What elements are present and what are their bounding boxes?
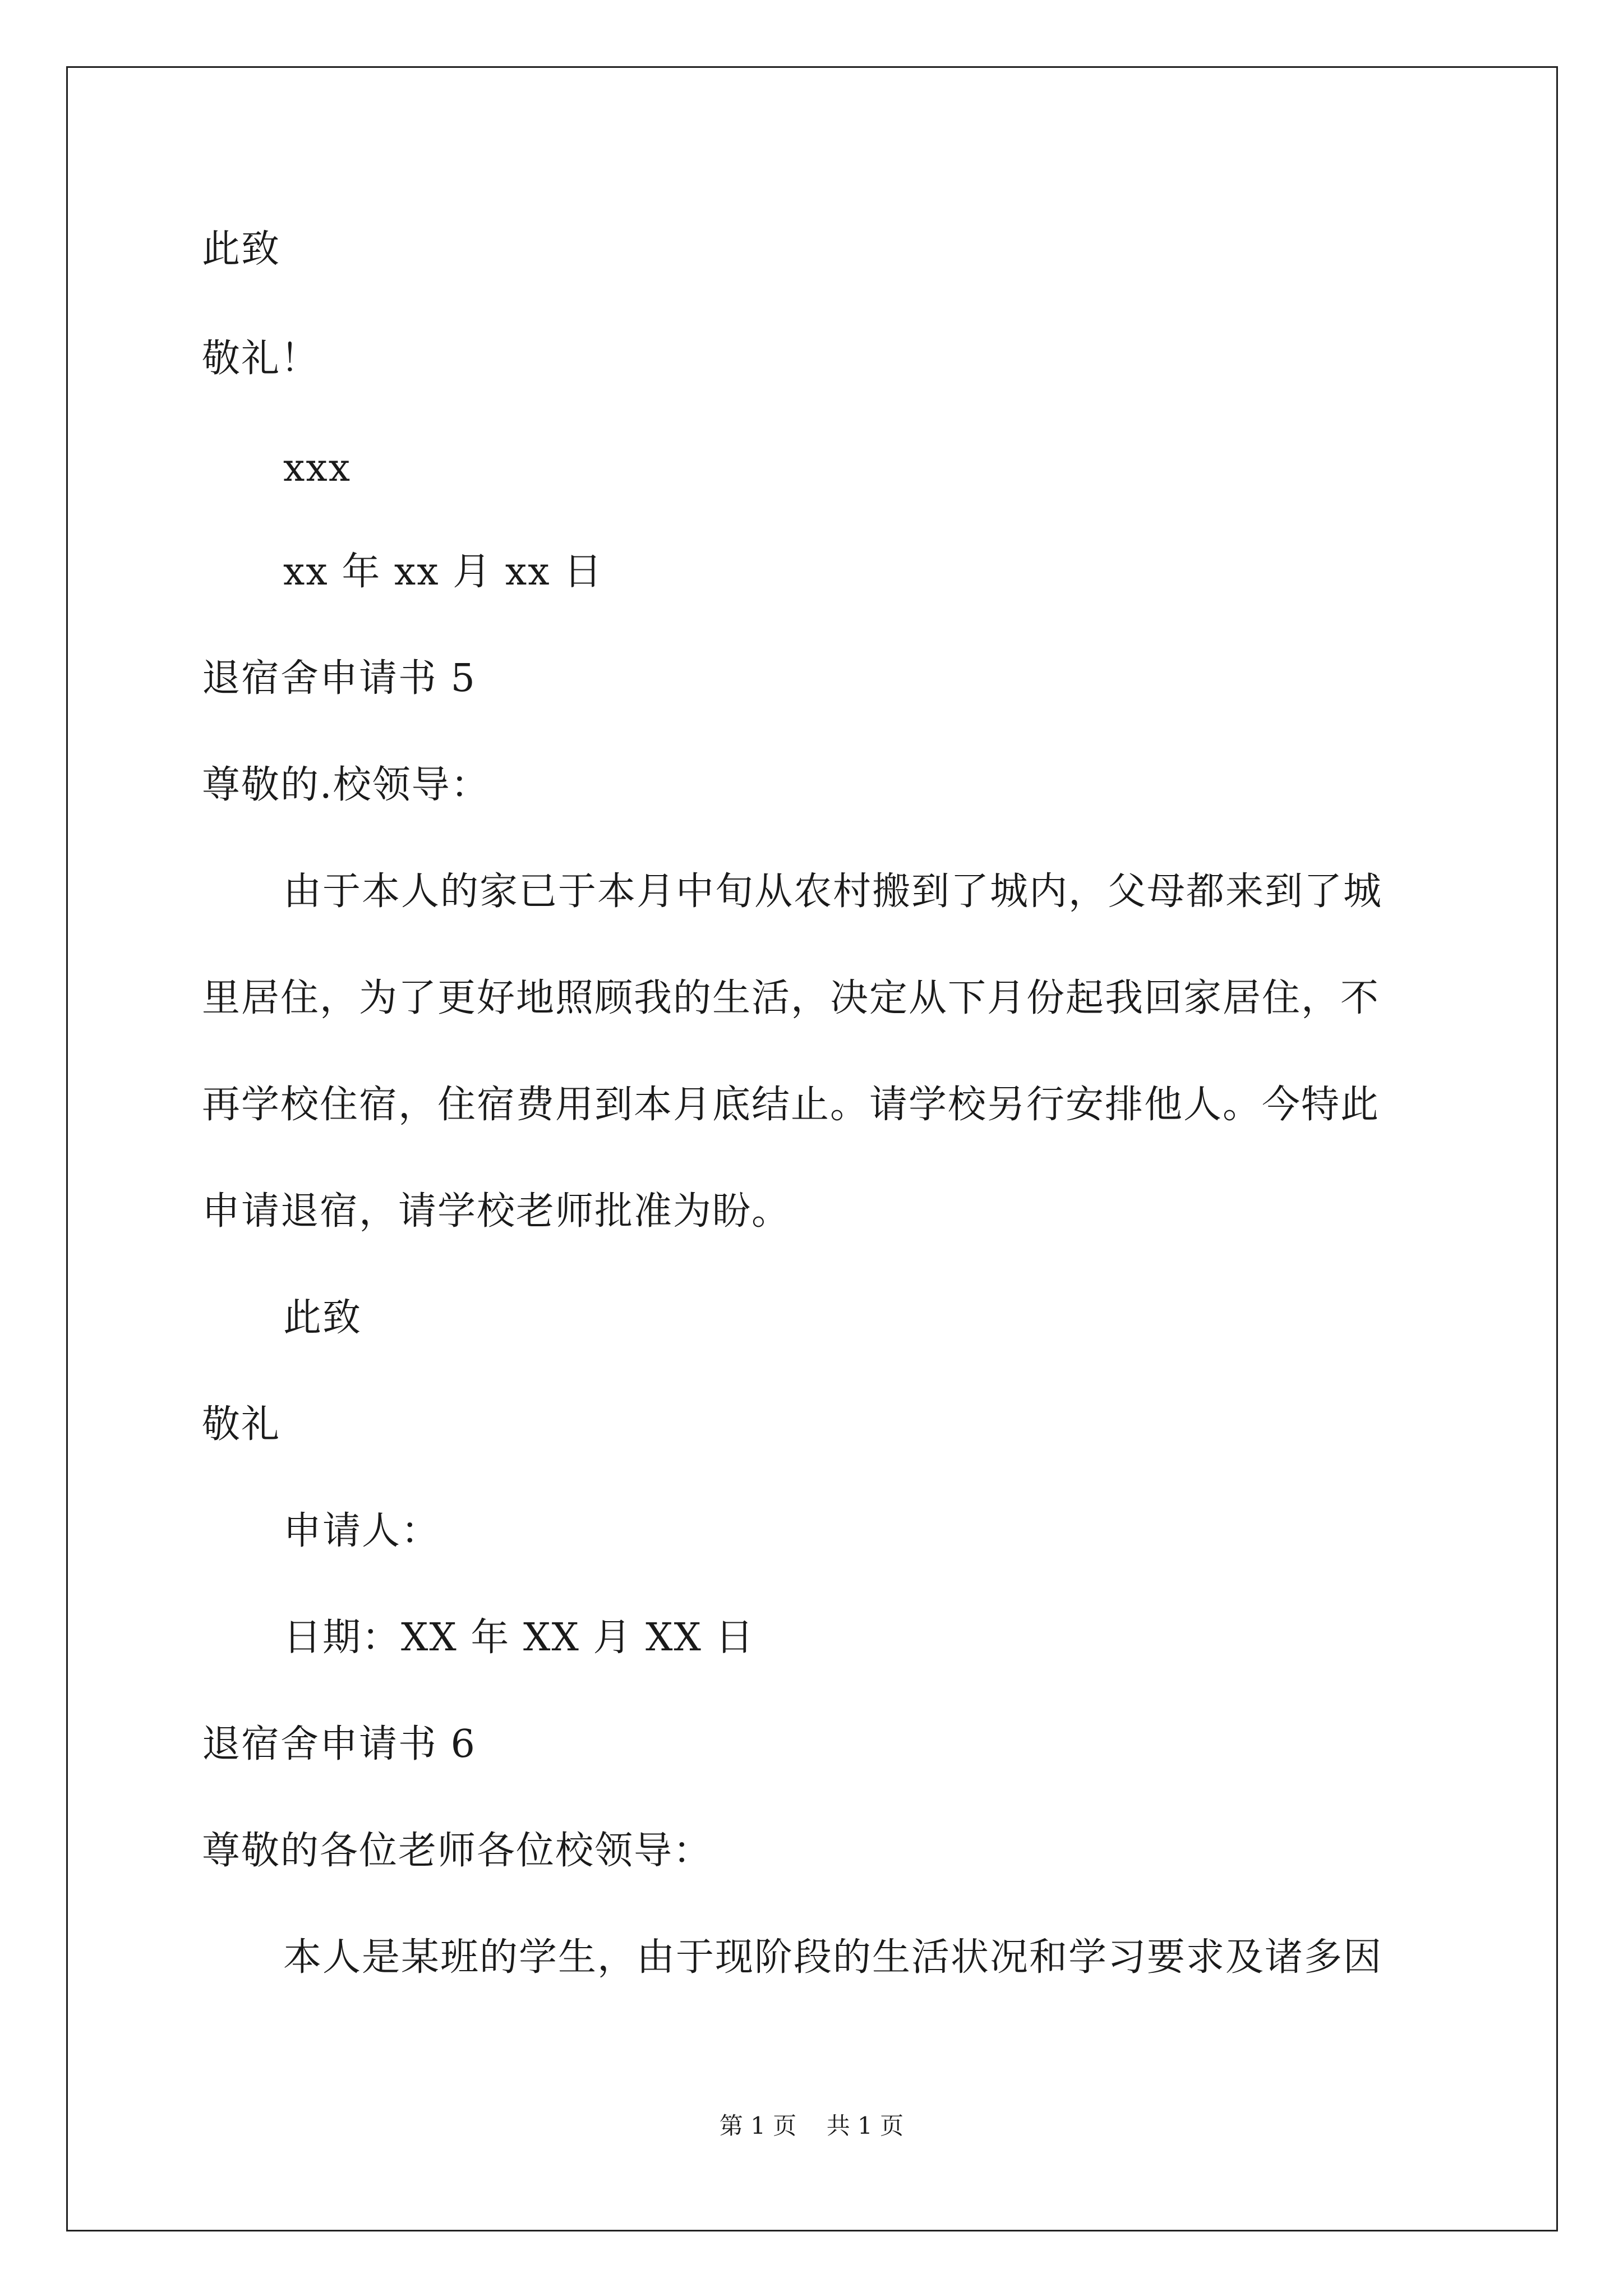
section-heading-6: 退宿舍申请书 6 bbox=[202, 1722, 476, 1766]
closing-regards: 敬礼！ bbox=[202, 337, 320, 381]
page-footer: 第 1 页 共 1 页 bbox=[719, 2112, 904, 2139]
body-paragraph-line: 本人是某班的学生，由于现阶段的生活状况和学习要求及诸多因 bbox=[283, 1935, 1383, 1980]
date-line: 日期：XX 年 XX 月 XX 日 bbox=[283, 1616, 755, 1660]
body-paragraph-line: 再学校住宿，住宿费用到本月底结止。请学校另行安排他人。今特此 bbox=[202, 1083, 1380, 1127]
greeting: 尊敬的.校领导： bbox=[202, 763, 490, 807]
closing-salutation: 此致 bbox=[283, 1296, 362, 1340]
closing-salutation: 此致 bbox=[202, 227, 281, 272]
body-paragraph-line: 申请退宿，请学校老师批准为盼。 bbox=[202, 1189, 791, 1234]
page-border bbox=[66, 66, 1558, 2231]
body-paragraph-line: 由于本人的家已于本月中旬从农村搬到了城内，父母都来到了城 bbox=[283, 869, 1383, 914]
signature-name: xxx bbox=[283, 446, 352, 490]
signature-date: xx 年 xx 月 xx 日 bbox=[283, 550, 603, 594]
closing-regards: 敬礼 bbox=[202, 1402, 281, 1447]
applicant-label: 申请人： bbox=[283, 1509, 441, 1553]
body-paragraph-line: 里居住，为了更好地照顾我的生活，决定从下月份起我回家居住，不 bbox=[202, 976, 1380, 1020]
section-heading-5: 退宿舍申请书 5 bbox=[202, 656, 476, 701]
greeting: 尊敬的各位老师各位校领导： bbox=[202, 1829, 713, 1873]
